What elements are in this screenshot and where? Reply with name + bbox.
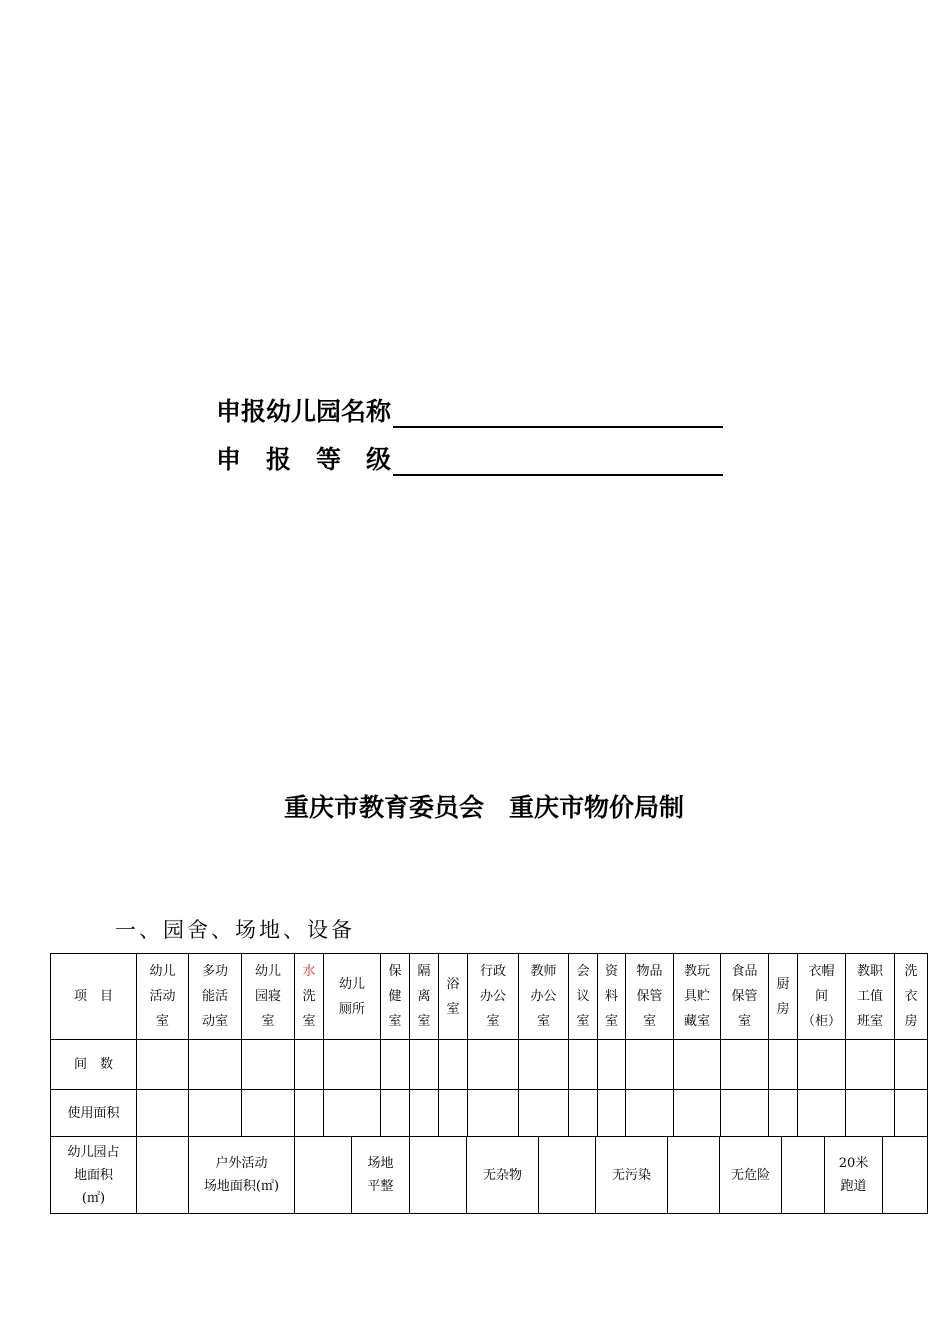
data-cell[interactable]	[769, 1040, 798, 1090]
data-cell[interactable]	[137, 1090, 189, 1137]
data-cell[interactable]	[439, 1040, 468, 1090]
data-cell[interactable]	[626, 1090, 674, 1137]
data-cell[interactable]	[798, 1090, 846, 1137]
data-cell[interactable]	[410, 1137, 467, 1214]
header-cell: 洗 衣 房	[895, 954, 928, 1040]
red-char: 水	[302, 964, 316, 979]
data-cell[interactable]	[846, 1040, 895, 1090]
data-cell[interactable]	[410, 1040, 439, 1090]
issuer-line: 重庆市教育委员会 重庆市物价局制	[283, 793, 684, 822]
header-cell: 会 议 室	[569, 954, 598, 1040]
row-label: 间 数	[51, 1040, 137, 1090]
kindergarten-name-field	[216, 392, 723, 428]
data-cell[interactable]	[798, 1040, 846, 1090]
header-cell: 多功 能活 动室	[189, 954, 242, 1040]
apply-level-blank[interactable]	[393, 448, 723, 476]
kindergarten-name-label: 申报幼儿园名称	[216, 397, 392, 426]
data-cell[interactable]	[846, 1090, 895, 1137]
site-row	[51, 1137, 928, 1214]
header-cell: 保 健 室	[381, 954, 410, 1040]
data-cell[interactable]	[519, 1040, 569, 1090]
data-cell[interactable]	[626, 1040, 674, 1090]
row-label: 使用面积	[51, 1090, 137, 1137]
apply-level-field	[216, 440, 723, 476]
data-cell[interactable]	[242, 1040, 295, 1090]
header-row	[51, 954, 928, 1040]
no-debris-label: 无杂物	[467, 1137, 539, 1214]
data-cell[interactable]	[895, 1040, 928, 1090]
data-cell[interactable]	[883, 1137, 928, 1214]
data-cell[interactable]	[569, 1090, 598, 1137]
header-cell: 幼儿 园寝 室	[242, 954, 295, 1040]
header-cell: 物品 保管 室	[626, 954, 674, 1040]
data-cell[interactable]	[295, 1090, 324, 1137]
data-cell[interactable]	[468, 1040, 519, 1090]
header-cell: 幼儿 厕所	[324, 954, 381, 1040]
site-area-label: 幼儿园占 地面积 (㎡)	[51, 1137, 137, 1214]
no-hazard-label: 无危险	[720, 1137, 782, 1214]
header-cell: 教师 办公 室	[519, 954, 569, 1040]
data-cell[interactable]	[439, 1090, 468, 1137]
header-cell: 食品 保管 室	[721, 954, 769, 1040]
data-cell[interactable]	[189, 1090, 242, 1137]
header-cell: 浴 室	[439, 954, 468, 1040]
corner-cell: 项 目	[51, 954, 137, 1040]
data-cell[interactable]	[242, 1090, 295, 1137]
header-cell-wash	[295, 954, 324, 1040]
data-cell[interactable]	[295, 1040, 324, 1090]
data-cell[interactable]	[782, 1137, 825, 1214]
header-cell: 教玩 具贮 藏室	[674, 954, 721, 1040]
data-cell[interactable]	[137, 1137, 189, 1214]
header-cell: 教职 工值 班室	[846, 954, 895, 1040]
data-cell[interactable]	[519, 1090, 569, 1137]
data-cell[interactable]	[895, 1090, 928, 1137]
data-cell[interactable]	[410, 1090, 439, 1137]
data-cell[interactable]	[569, 1040, 598, 1090]
site-table	[50, 1136, 928, 1214]
header-cell: 资 料 室	[598, 954, 626, 1040]
data-cell[interactable]	[668, 1137, 720, 1214]
header-cell: 幼儿 活动 室	[137, 954, 189, 1040]
data-cell[interactable]	[721, 1090, 769, 1137]
data-cell[interactable]	[324, 1090, 381, 1137]
data-cell[interactable]	[324, 1040, 381, 1090]
kindergarten-name-blank[interactable]	[393, 400, 723, 428]
data-cell[interactable]	[137, 1040, 189, 1090]
table-row	[51, 1040, 928, 1090]
section-title: 一、园舍、场地、设备	[115, 918, 355, 942]
data-cell[interactable]	[189, 1040, 242, 1090]
data-cell[interactable]	[539, 1137, 596, 1214]
header-cell: 行政 办公 室	[468, 954, 519, 1040]
data-cell[interactable]	[769, 1090, 798, 1137]
header-cell: 衣帽 间 （柜）	[798, 954, 846, 1040]
header-cell-text: 洗 室	[302, 989, 316, 1029]
facilities-table	[50, 953, 928, 1137]
table-row	[51, 1090, 928, 1137]
header-cell: 隔 离 室	[410, 954, 439, 1040]
no-pollution-label: 无污染	[596, 1137, 668, 1214]
data-cell[interactable]	[721, 1040, 769, 1090]
data-cell[interactable]	[598, 1040, 626, 1090]
header-cell: 厨 房	[769, 954, 798, 1040]
apply-level-label: 申 报 等 级	[216, 445, 392, 474]
data-cell[interactable]	[381, 1040, 410, 1090]
data-cell[interactable]	[674, 1090, 721, 1137]
track-label: 20米 跑道	[825, 1137, 883, 1214]
data-cell[interactable]	[295, 1137, 352, 1214]
data-cell[interactable]	[674, 1040, 721, 1090]
outdoor-area-label: 户外活动 场地面积(㎡)	[189, 1137, 295, 1214]
site-level-label: 场地 平整	[352, 1137, 410, 1214]
data-cell[interactable]	[598, 1090, 626, 1137]
data-cell[interactable]	[468, 1090, 519, 1137]
data-cell[interactable]	[381, 1090, 410, 1137]
